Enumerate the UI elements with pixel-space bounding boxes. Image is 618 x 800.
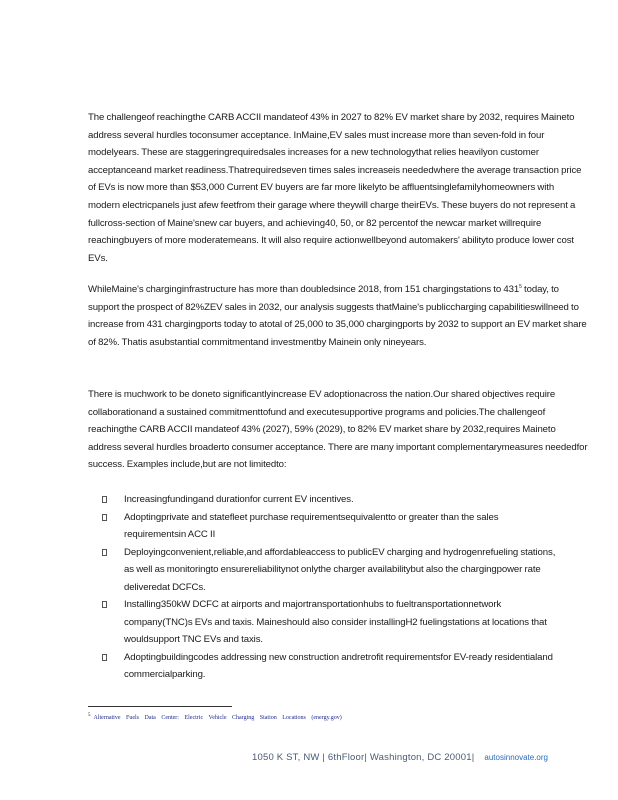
list-item xyxy=(100,509,560,544)
footnote-number: 5 xyxy=(88,713,91,718)
list-item xyxy=(100,649,560,684)
list-item-text: Deployingconvenient,reliable,and affordableaccess to publicEV charging and hydrogenrefueling stations, as well as monitoringto ensurereliabilitynot onlythe charger availabilitybut also the chargingpower rate deliveredat DCFCs. xyxy=(124,546,556,593)
paragraph-carb-challenge: The challengeof reachingthe CARB ACCII mandateof 43% in 2027 to 82% EV market share by 2032, requires Maineto address several hurdles toconsumer acceptance. InMaine,EV sales must increase more than seven-fold in four modelyears. These are staggeringrequiredsales increases for a new technologythat relies heavilyon customer acceptanceand market readiness.Thatrequiredseven times sales increaseis neededwhere the average transaction price of EVs is now more than $53,000 Current EV buyers are far more likelyto be affluentsinglefamilyhomeowners with modern electricpanels just afew feetfrom their garage where theywill charge theirEVs. These buyers do not represent a fullcross-section of Maine'snew car buyers, and achieving40, 50, or 82 percentof the newcar market willrequire reachingbuyers of more moderatemeans. It will also require actionwellbeyond automakers' abilityto produce lower cost EVs. xyxy=(88,112,582,264)
bullet-icon xyxy=(102,601,107,608)
measures-list xyxy=(100,491,560,684)
list-item xyxy=(100,491,560,509)
footnote-reference: 5 xyxy=(519,283,522,290)
list-item-text: Installing350kW DCFC at airports and majortransportationhubs to fueltransportationnetwork company(TNC)s EVs and taxis. Maineshould also consider installingH2 fuelingstations at locations that wouldsupport TNC EVs and taxis. xyxy=(124,599,547,645)
footer-address: 1050 K ST, NW | 6thFloor| Washington, DC 20001| xyxy=(252,752,475,763)
page-footer xyxy=(252,752,548,763)
footer-website-link[interactable]: autosinnovate.org xyxy=(484,753,548,762)
footnote-link[interactable]: Alternative Fuels Data Center: Electric Vehicle Charging Station Locations (energy.gov) xyxy=(93,715,342,721)
bullet-icon xyxy=(102,654,107,661)
bullet-icon xyxy=(102,549,107,556)
paragraph-text-start: WhileMaine's charginginfrastructure has more than doubledsince 2018, from 151 chargingstations to 431 xyxy=(88,284,520,295)
list-item-text: Increasingfundingand durationfor current EV incentives. xyxy=(124,494,354,505)
paragraph-complementary-measures: There is muchwork to be doneto significantlyincrease EV adoptionacross the nation.Our shared objectives require collaborationand a sustained commitmenttofund and executesupportive programs and policies.The challengeof reachingthe CARB ACCII mandateof 43% (2027), 59% (2029), to 82% EV market share by 2032,requires Maineto address several hurdles broaderto consumer acceptance. There are many important complementarymeasures neededfor success. Examples include,but are not limitedto: xyxy=(88,389,588,471)
list-item xyxy=(100,544,560,597)
list-item-text: Adoptingbuildingcodes addressing new construction andretrofit requirementsfor EV-ready residentialand commercialparking. xyxy=(124,651,553,680)
bullet-icon xyxy=(102,514,107,521)
bullet-icon xyxy=(102,496,107,503)
paragraph-charging-infrastructure xyxy=(88,281,588,351)
paragraph-text-end: today, to support the prospect of 82%ZEV sales in 2032, our analysis suggests thatMaine's publiccharging capabilitieswillneed to increase from 431 chargingports today to atotal of 25,000 to 35,000 chargingports by 2032 to support an EV market share of 82%. Thatis asubstantial commitmentand investmentby Mainein only nineyears. xyxy=(88,284,587,348)
list-item xyxy=(100,596,560,649)
list-item-text: Adoptingprivate and statefleet purchase requirementsequivalentto or greater than the sales requirementsin ACC II xyxy=(124,511,499,540)
footnote xyxy=(88,713,342,721)
footnote-divider xyxy=(88,706,232,707)
